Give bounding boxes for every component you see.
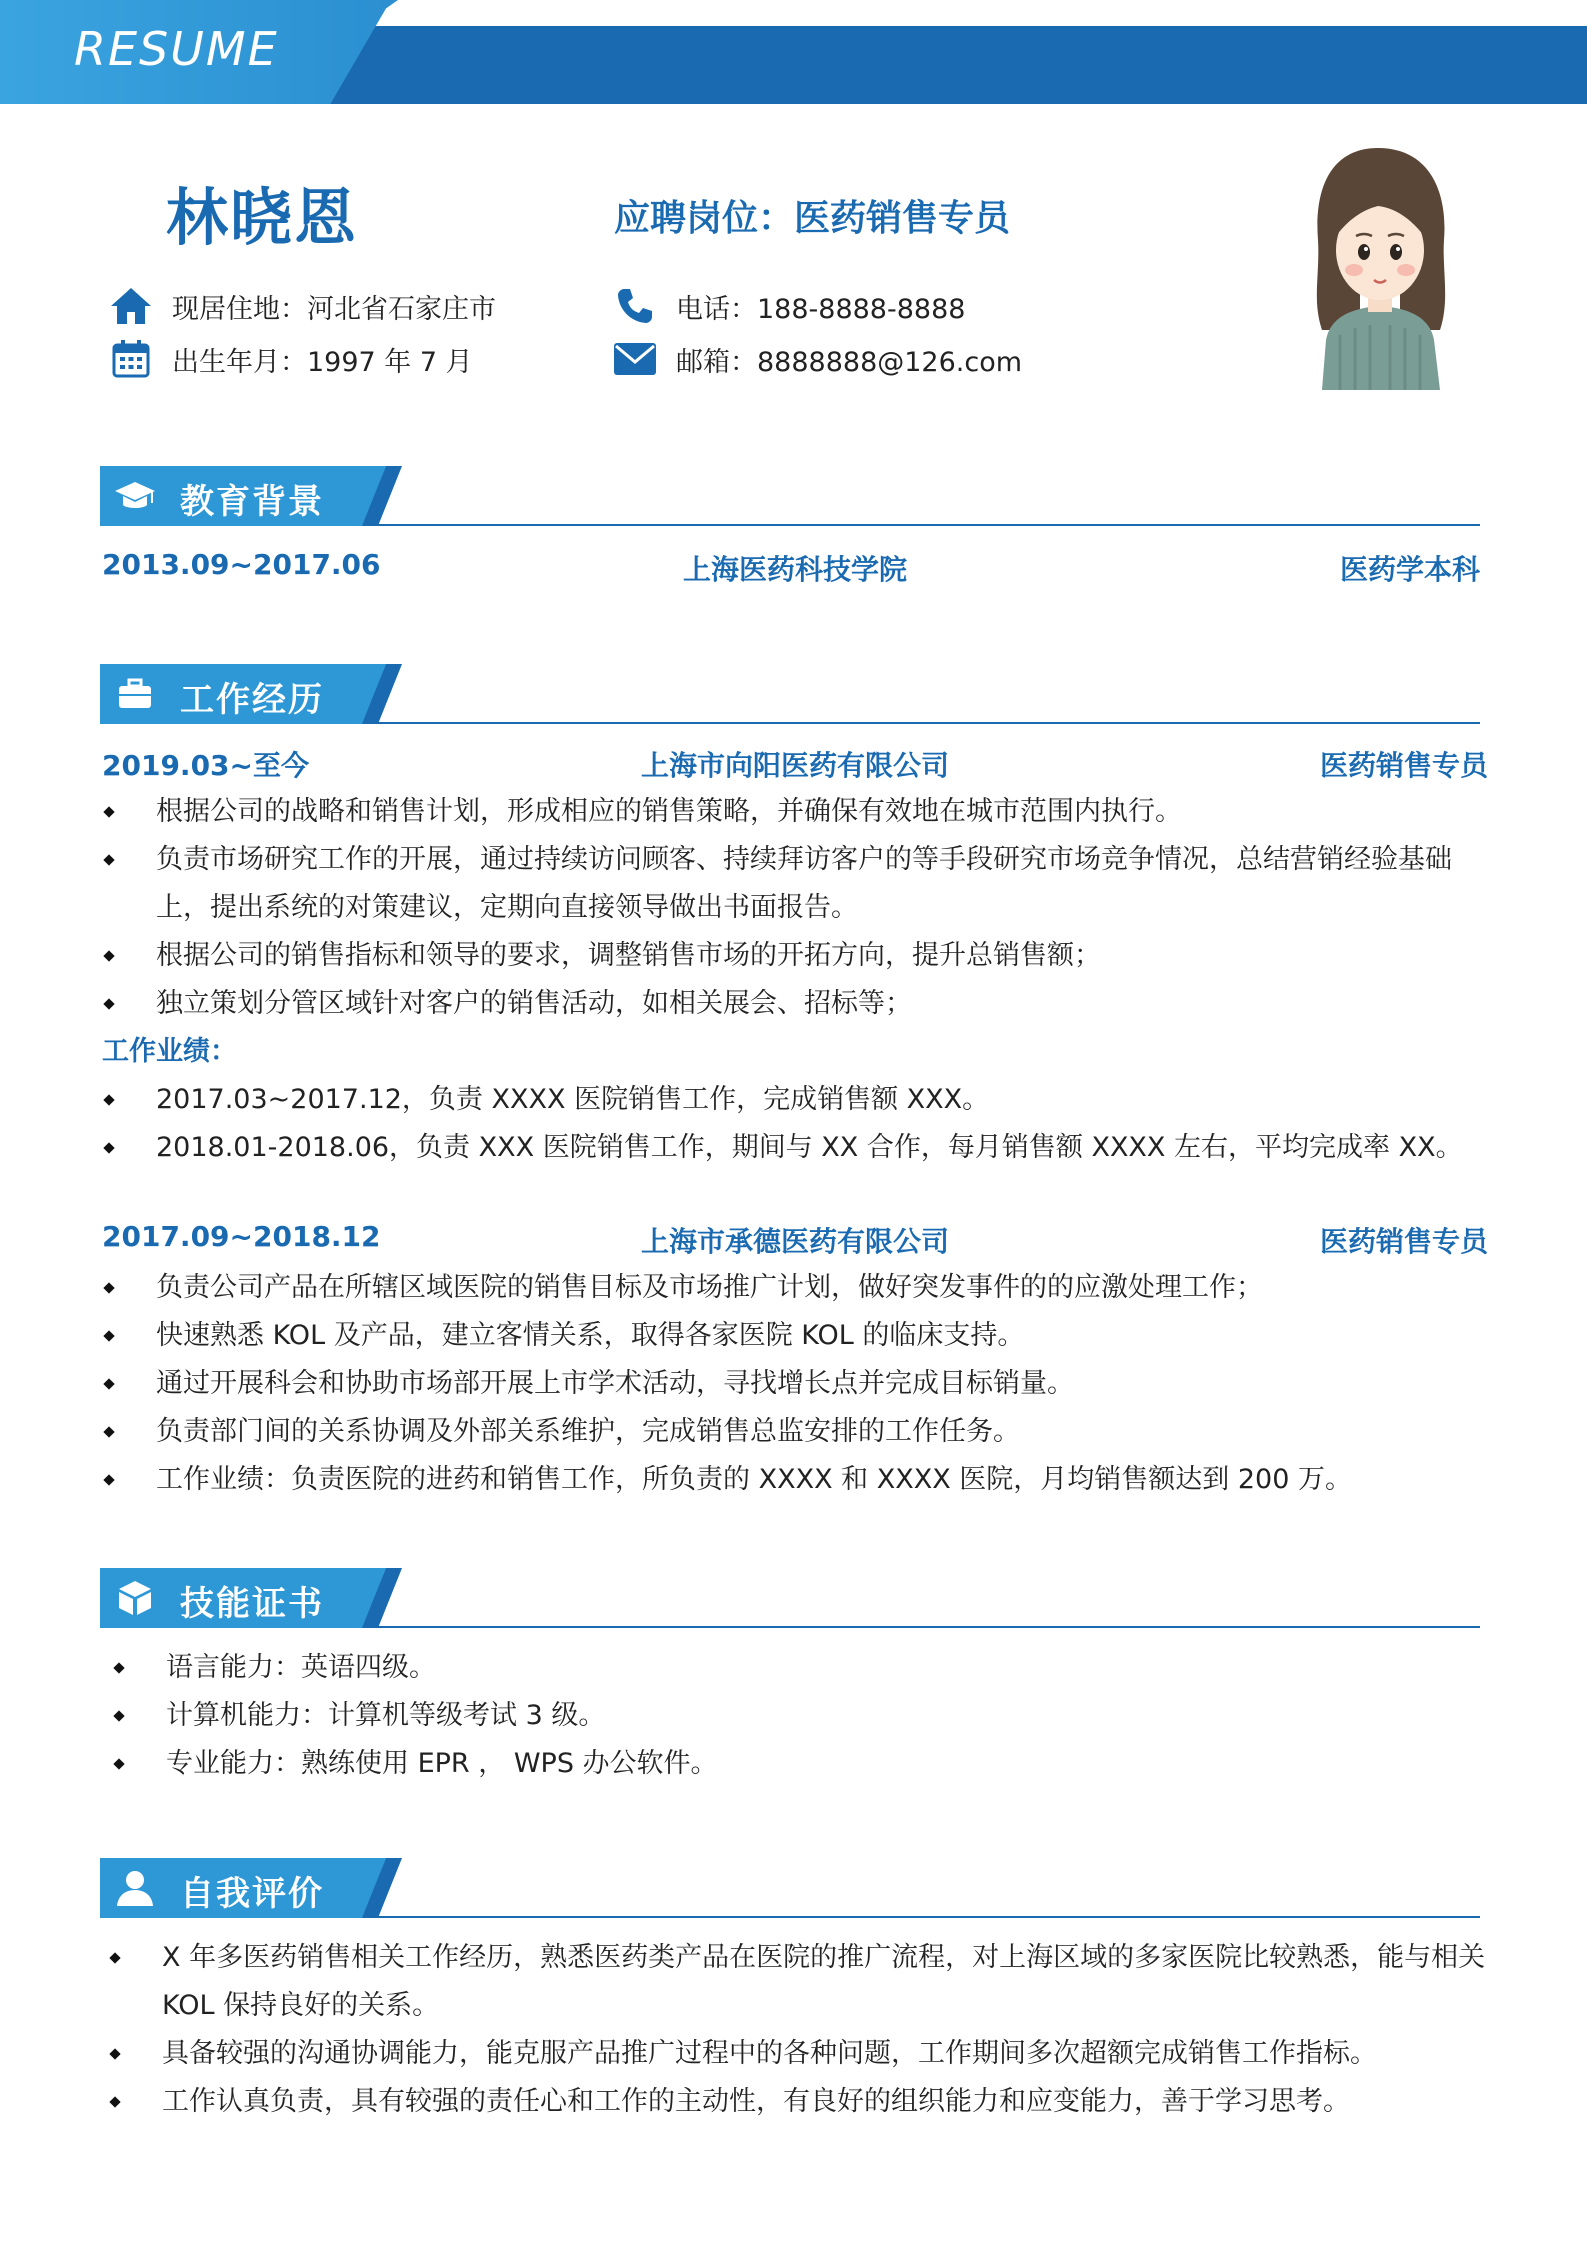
residence-row [108, 286, 496, 326]
job-period: 2017.09~2018.12 [102, 1220, 381, 1253]
section-rule [370, 524, 1480, 526]
list-item: X 年多医药销售相关工作经历，熟悉医药类产品在医院的推广流程，对上海区域的多家医院比较熟悉，能与相关 KOL 保持良好的关系。 [106, 1934, 1486, 2030]
job-role: 医药销售专员 [1319, 1225, 1488, 1258]
self-evaluation-list [106, 1934, 1486, 2126]
job-company: 上海市向阳医药有限公司 [640, 749, 949, 782]
work-body [100, 744, 1490, 1504]
job-duties-list [100, 788, 1490, 1028]
list-item: 负责市场研究工作的开展，通过持续访问顾客、持续拜访客户的等手段研究市场竞争情况，总结营销经验基础上，提出系统的对策建议，定期向直接领导做出书面报告。 [100, 836, 1490, 932]
job-role: 医药销售专员 [1319, 749, 1488, 782]
phone-icon [612, 286, 658, 326]
list-item: 负责公司产品在所辖区域医院的销售目标及市场推广计划，做好突发事件的的应激处理工作； [100, 1264, 1490, 1312]
skills-body [110, 1644, 1500, 1788]
education-body [100, 548, 1490, 592]
list-item: 计算机能力：计算机等级考试 3 级。 [110, 1692, 1500, 1740]
section-header-self[interactable] [100, 1858, 1480, 1918]
list-item: 语言能力：英语四级。 [110, 1644, 1500, 1692]
section-header-work[interactable] [100, 664, 1480, 724]
residence-text: 现居住地：河北省石家庄市 [172, 293, 496, 325]
phone-row [612, 286, 965, 326]
section-rule [370, 1626, 1480, 1628]
list-item: 快速熟悉 KOL 及产品，建立客情关系，取得各家医院 KOL 的临床支持。 [100, 1312, 1490, 1360]
job-duties-list [100, 1264, 1490, 1504]
performance-label: 工作业绩： [102, 1036, 237, 1067]
banner-title: RESUME [74, 22, 279, 76]
list-item: 2018.01-2018.06，负责 XXX 医院销售工作，期间与 XX 合作，每月销售额 XXXX 左右，平均完成率 XX。 [100, 1124, 1490, 1172]
home-icon [108, 286, 154, 326]
list-item: 具备较强的沟通协调能力，能克服产品推广过程中的各种问题，工作期间多次超额完成销售工作指标。 [106, 2030, 1486, 2078]
section-header-skills[interactable] [100, 1568, 1480, 1628]
section-rule [370, 1916, 1480, 1918]
list-item: 2017.03~2017.12，负责 XXXX 医院销售工作，完成销售额 XXX。 [100, 1076, 1490, 1124]
list-item: 根据公司的销售指标和领导的要求，调整销售市场的开拓方向，提升总销售额； [100, 932, 1490, 980]
briefcase-icon [114, 674, 156, 714]
section-title-self: 自我评价 [180, 1874, 324, 1914]
education-degree: 医药学本科 [1339, 553, 1480, 586]
education-school: 上海医药科技学院 [682, 553, 907, 586]
section-title-education: 教育背景 [180, 482, 324, 522]
job-header [100, 1220, 1490, 1264]
user-icon [114, 1868, 156, 1908]
list-item: 工作业绩：负责医院的进药和销售工作，所负责的 XXXX 和 XXXX 医院，月均销售额达到 200 万。 [100, 1456, 1490, 1504]
email-row [612, 339, 1022, 379]
list-item: 工作认真负责，具有较强的责任心和工作的主动性，有良好的组织能力和应变能力，善于学习思考。 [106, 2078, 1486, 2126]
job-period: 2019.03~至今 [102, 749, 309, 782]
section-header-education[interactable] [100, 466, 1480, 526]
mail-icon [612, 339, 658, 379]
candidate-name: 林晓恩 [166, 181, 359, 254]
list-item: 通过开展科会和协助市场部开展上市学术活动，寻找增长点并完成目标销量。 [100, 1360, 1490, 1408]
self-body [106, 1934, 1486, 2126]
list-item: 专业能力：熟练使用 EPR ， WPS 办公软件。 [110, 1740, 1500, 1788]
email-text: 邮箱：8888888@126.com [676, 346, 1023, 378]
list-item: 独立策划分管区域针对客户的销售活动，如相关展会、招标等； [100, 980, 1490, 1028]
birth-text: 出生年月：1997 年 7 月 [172, 346, 473, 378]
avatar [1300, 140, 1460, 390]
section-title-work: 工作经历 [180, 680, 324, 720]
list-item: 负责部门间的关系协调及外部关系维护，完成销售总监安排的工作任务。 [100, 1408, 1490, 1456]
section-title-skills: 技能证书 [180, 1584, 324, 1624]
birth-row [108, 339, 473, 379]
list-item: 根据公司的战略和销售计划，形成相应的销售策略，并确保有效地在城市范围内执行。 [100, 788, 1490, 836]
cube-icon [114, 1578, 156, 1618]
performance-list [100, 1076, 1490, 1172]
education-period: 2013.09~2017.06 [102, 548, 381, 581]
job-company: 上海市承德医药有限公司 [640, 1225, 949, 1258]
education-row [100, 548, 1490, 592]
calendar-icon [108, 339, 154, 379]
section-rule [370, 722, 1480, 724]
skills-list [110, 1644, 1500, 1788]
job-target: 应聘岗位：医药销售专员 [614, 198, 1011, 239]
phone-text: 电话：188-8888-8888 [676, 293, 966, 325]
graduation-cap-icon [114, 476, 156, 516]
job-header [100, 744, 1490, 788]
